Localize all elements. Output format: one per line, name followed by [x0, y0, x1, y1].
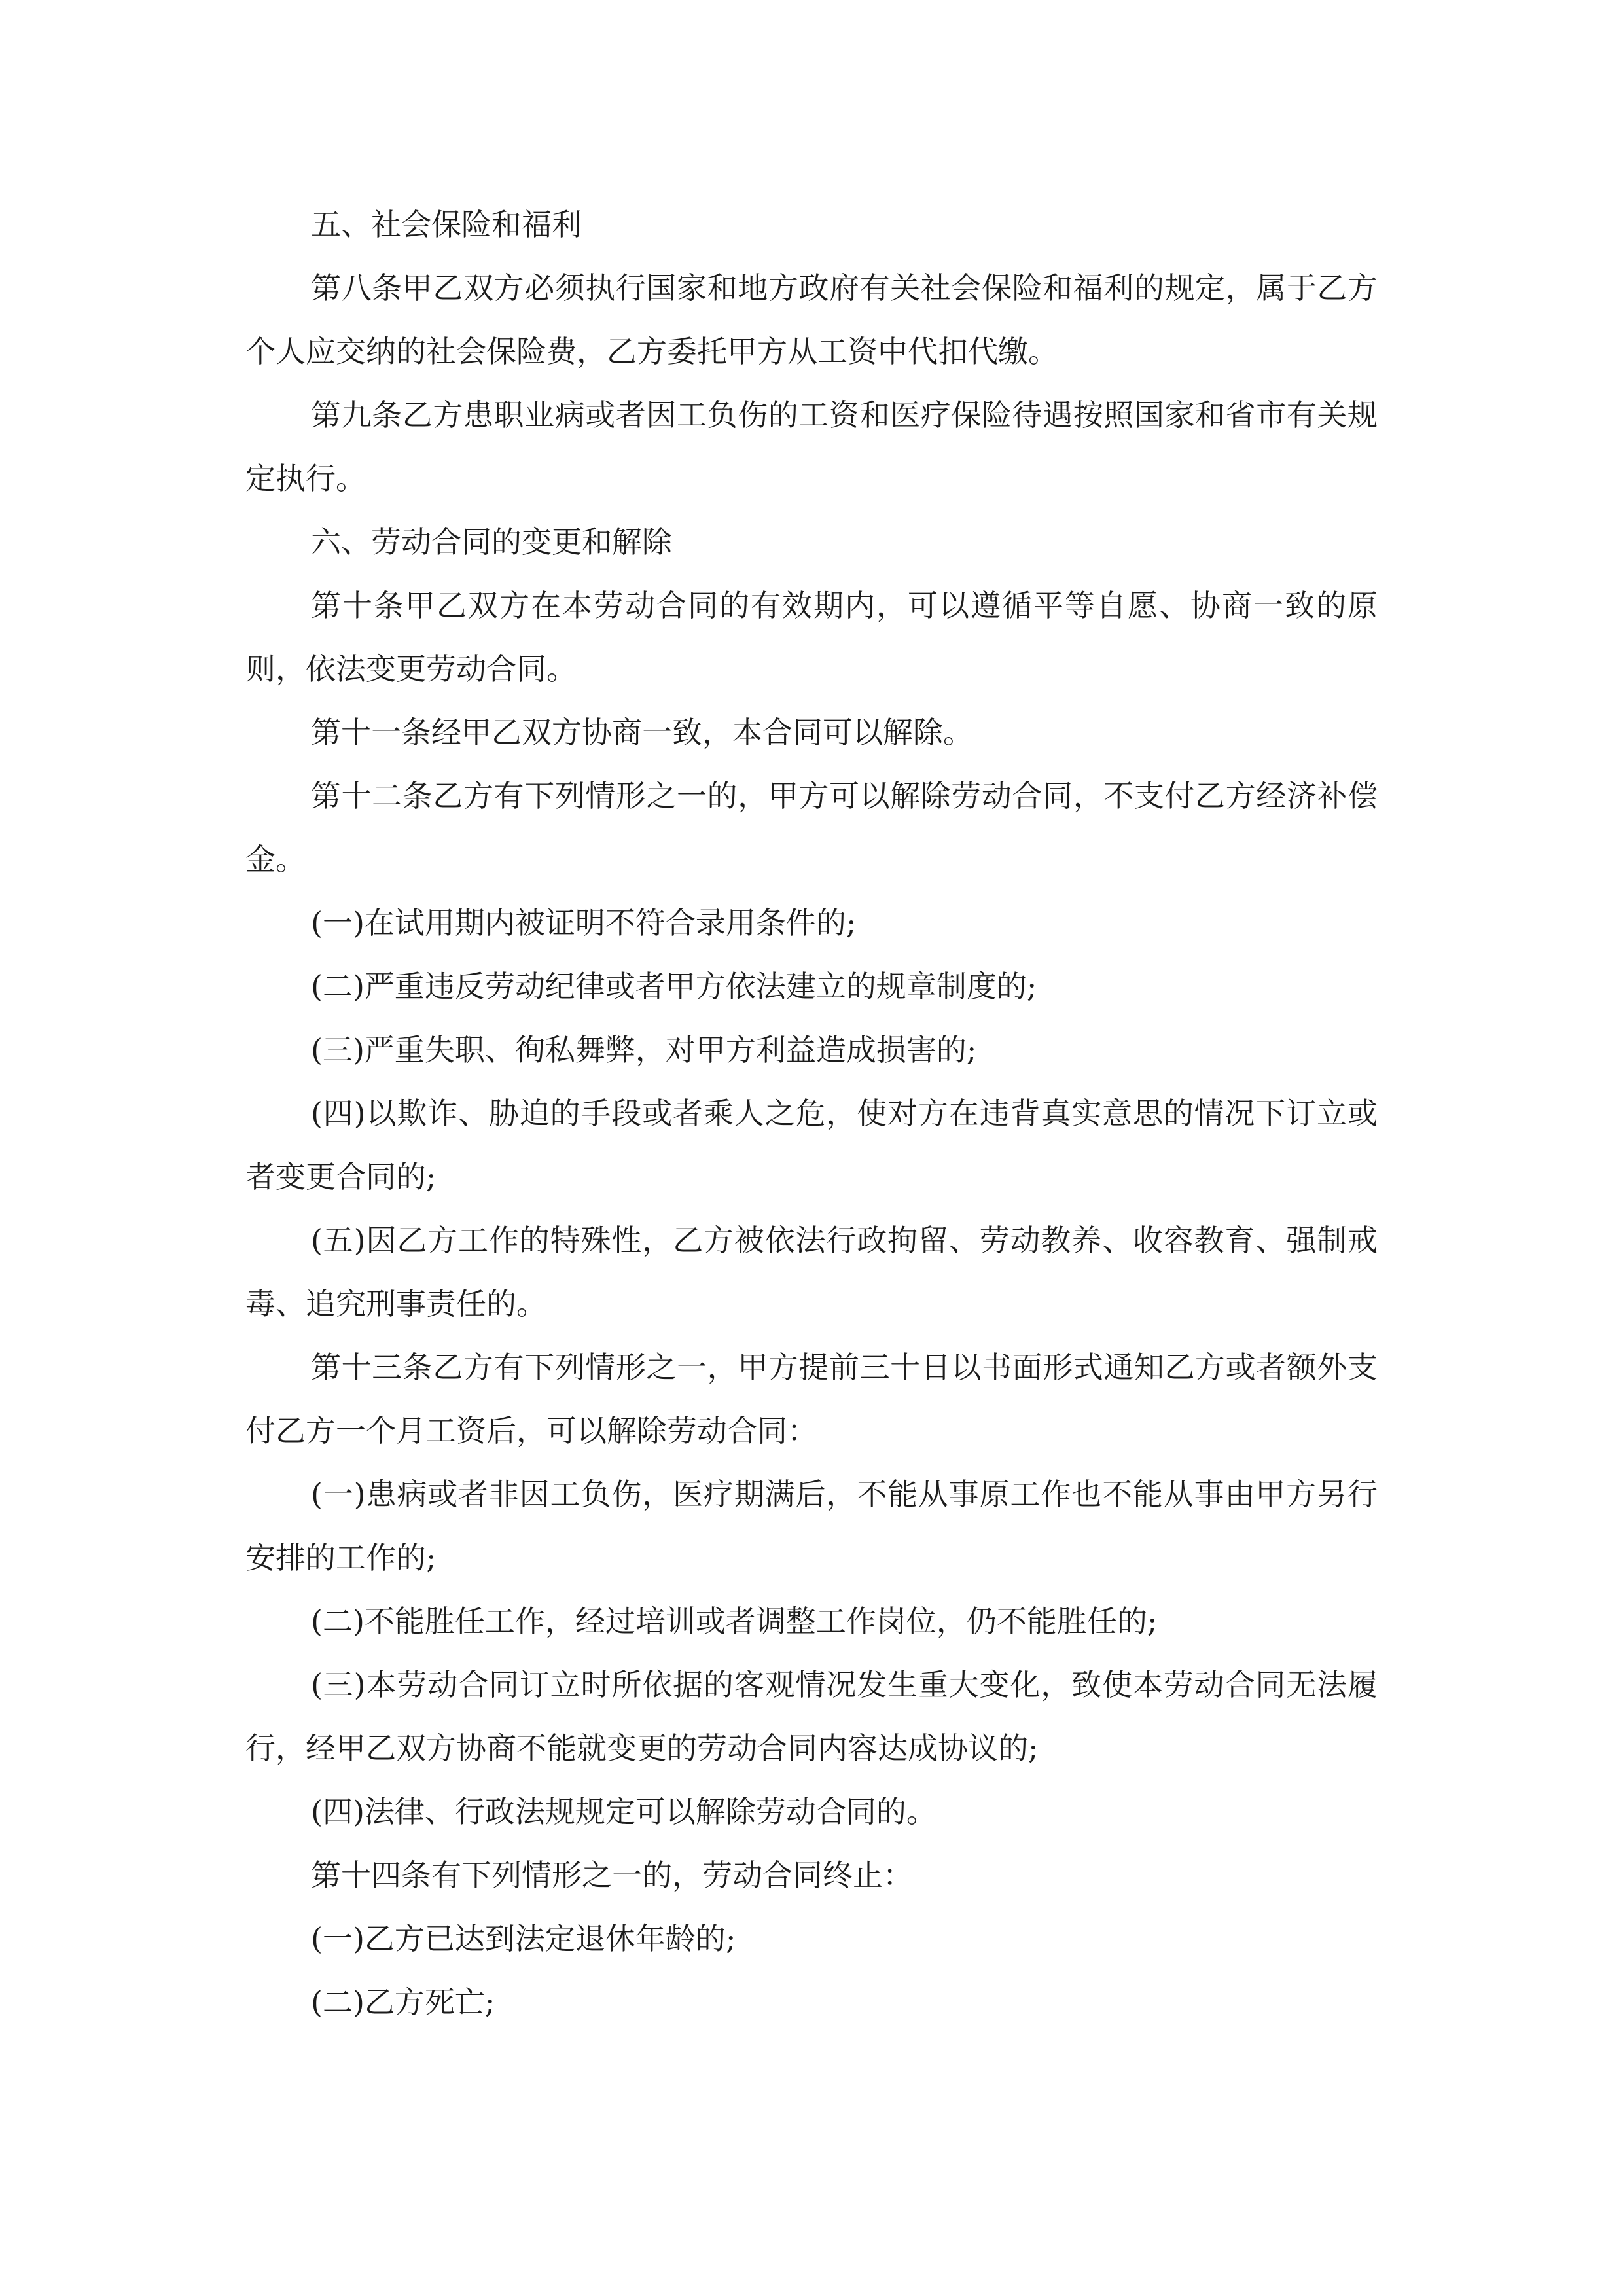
article-9: 第九条乙方患职业病或者因工负伤的工资和医疗保险待遇按照国家和省市有关规定执行。	[245, 397, 1378, 496]
article-12-item-5: (五)因乙方工作的特殊性，乙方被依法行政拘留、劳动教养、收容教育、强制戒毒、追究刑事责任的。	[245, 1223, 1378, 1321]
article-13-item-2: (二)不能胜任工作，经过培训或者调整工作岗位，仍不能胜任的;	[311, 1604, 1158, 1639]
article-13-item-1: (一)患病或者非因工负伤，医疗期满后，不能从事原工作也不能从事由甲方另行安排的工作的;	[245, 1477, 1378, 1575]
article-14: 第十四条有下列情形之一的，劳动合同终止：	[311, 1857, 913, 1893]
article-12-item-4: (四)以欺诈、胁迫的手段或者乘人之危，使对方在违背真实意思的情况下订立或者变更合同的;	[245, 1096, 1378, 1194]
article-11: 第十一条经甲乙双方协商一致，本合同可以解除。	[311, 715, 973, 750]
article-8: 第八条甲乙双方必须执行国家和地方政府有关社会保险和福利的规定，属于乙方个人应交纳的社会保险费，乙方委托甲方从工资中代扣代缴。	[245, 270, 1378, 369]
article-12-item-2: (二)严重违反劳动纪律或者甲方依法建立的规章制度的;	[311, 969, 1037, 1004]
section-heading-contract-change: 六、劳动合同的变更和解除	[311, 524, 672, 560]
article-12-item-1: (一)在试用期内被证明不符合录用条件的;	[311, 905, 857, 941]
article-13: 第十三条乙方有下列情形之一，甲方提前三十日以书面形式通知乙方或者额外支付乙方一个月工资后，可以解除劳动合同：	[245, 1350, 1378, 1448]
section-heading-social-insurance: 五、社会保险和福利	[311, 207, 582, 242]
article-10: 第十条甲乙双方在本劳动合同的有效期内，可以遵循平等自愿、协商一致的原则，依法变更劳动合同。	[245, 588, 1378, 687]
article-12-item-3: (三)严重失职、徇私舞弊，对甲方利益造成损害的;	[311, 1032, 977, 1067]
article-12: 第十二条乙方有下列情形之一的，甲方可以解除劳动合同，不支付乙方经济补偿金。	[245, 778, 1378, 877]
article-14-item-2: (二)乙方死亡;	[311, 1984, 495, 2020]
document-body	[245, 193, 1378, 2034]
article-14-item-1: (一)乙方已达到法定退休年龄的;	[311, 1921, 736, 1956]
article-13-item-4: (四)法律、行政法规规定可以解除劳动合同的。	[311, 1794, 936, 1829]
article-13-item-3: (三)本劳动合同订立时所依据的客观情况发生重大变化，致使本劳动合同无法履行，经甲乙双方协商不能就变更的劳动合同内容达成协议的;	[245, 1667, 1378, 1766]
